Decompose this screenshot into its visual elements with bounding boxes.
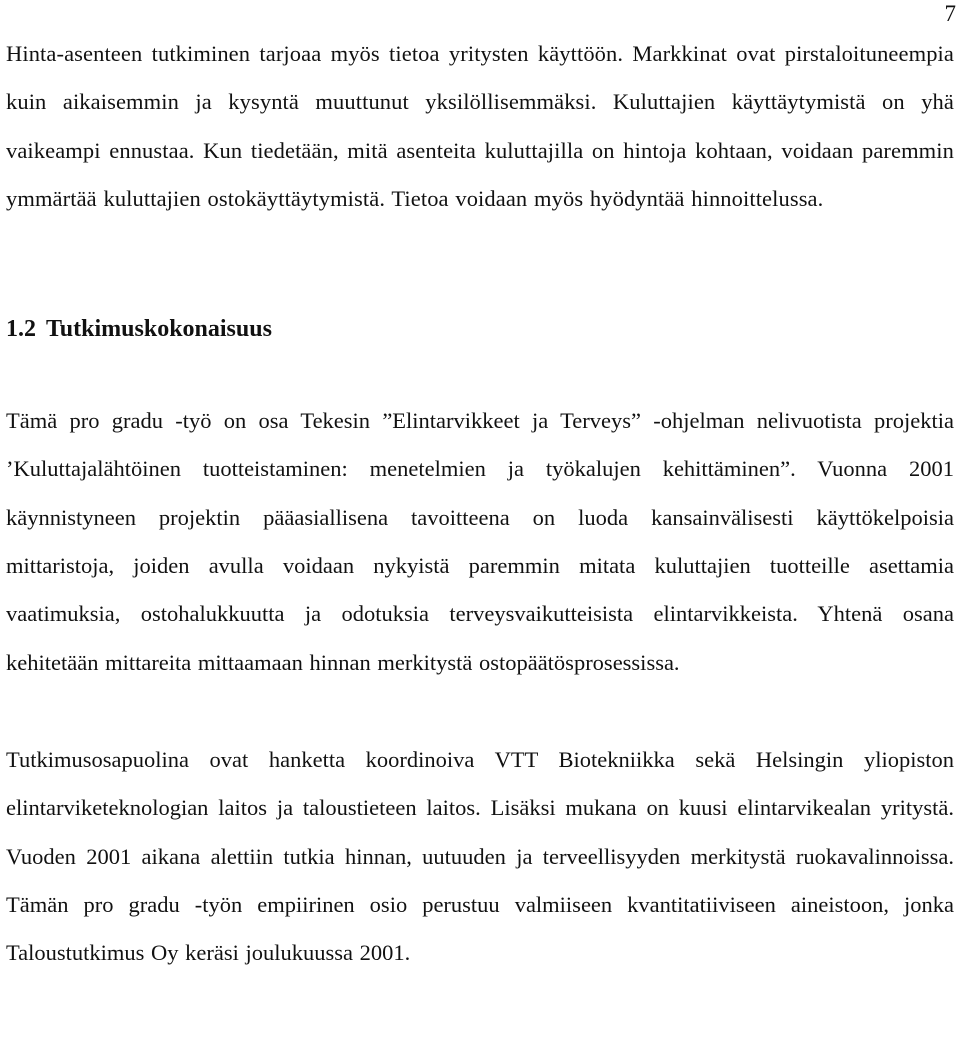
- intro-paragraph: Hinta-asenteen tutkiminen tarjoaa myös tietoa yritysten käyttöön. Markkinat ovat pirstaloituneempia kuin aikaisemmin ja kysyntä muuttunut yksilöllisemmäksi. Kuluttajien käyttäytymistä on yhä vaikeampi ennustaa. Kun tiedetään, mitä asenteita kuluttajilla on hintoja kohtaan, voidaan paremmin ymmärtää kuluttajien ostokäyttäytymistä. Tietoa voidaan myös hyödyntää hinnoittelussa.: [6, 41, 954, 211]
- section-number: 1.2: [6, 316, 36, 343]
- page-number: 7: [944, 1, 956, 26]
- section-heading: [6, 305, 954, 353]
- project-paragraph: Tämä pro gradu -työ on osa Tekesin ”Elintarvikkeet ja Terveys” -ohjelman nelivuotista projektia ’Kuluttajalähtöinen tuotteistaminen: menetelmien ja työkalujen kehittäminen”. Vuonna 2001 käynnistyneen projektin pääasiallisena tavoitteena on luoda kansainvälisesti käyttökelpoisia mittaristoja, joiden avulla voidaan nykyistä paremmin mitata kuluttajien tuotteille asettamia vaatimuksia, ostohalukkuutta ja odotuksia terveysvaikutteisista elintarvikkeista. Yhtenä osana kehitetään mittareita mittaamaan hinnan merkitystä ostopäätösprosessissa.: [6, 408, 954, 675]
- document-body: [6, 30, 954, 977]
- partners-paragraph: Tutkimusosapuolina ovat hanketta koordinoiva VTT Biotekniikka sekä Helsingin yliopiston elintarviketeknologian laitos ja taloustieteen laitos. Lisäksi mukana on kuusi elintarvikealan yritystä. Vuoden 2001 aikana alettiin tutkia hinnan, uutuuden ja terveellisyyden merkitystä ruokavalinnoissa. Tämän pro gradu -työn empiirinen osio perustuu valmiiseen kvantitatiiviseen aineistoon, jonka Taloustutkimus Oy keräsi joulukuussa 2001.: [6, 746, 954, 966]
- section-title: Tutkimuskokonaisuus: [46, 316, 272, 343]
